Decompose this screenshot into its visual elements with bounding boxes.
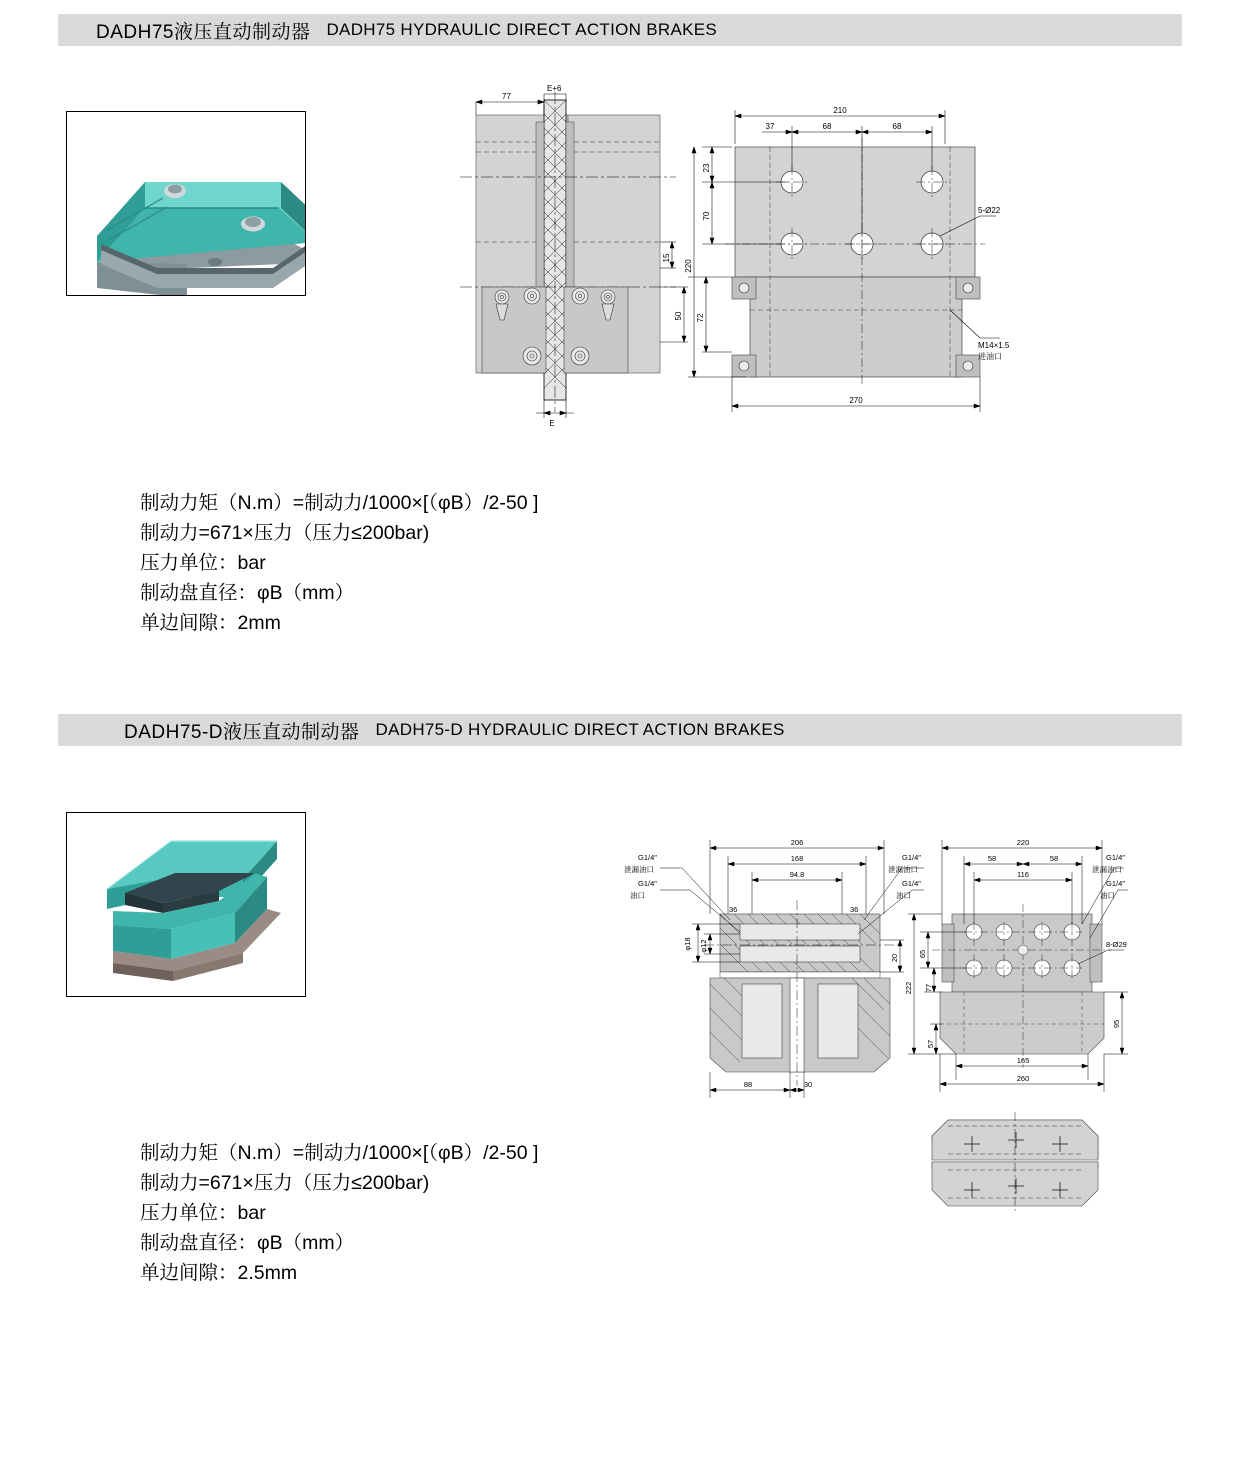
label-8-holes: 8-Ø29 [1106, 940, 1127, 949]
label-leak-port-thread-left: G1/4″ [638, 853, 657, 862]
label-leak-port-thread-right: G1/4″ [1106, 853, 1125, 862]
dim-165: 165 [1016, 1056, 1030, 1065]
label-5-holes: 5-Ø22 [978, 206, 1001, 215]
label-oil-port-left: 油口 [630, 891, 645, 900]
spec-line-3: 压力单位：bar [140, 1202, 266, 1224]
section-title-en: DADH75 HYDRAULIC DIRECT ACTION BRAKES [326, 20, 718, 39]
dim-23: 23 [702, 163, 711, 173]
dim-210: 210 [833, 106, 847, 115]
section-title-cn-2: DADH75-D液压直动制动器 [124, 721, 360, 743]
dim-36-b: 36 [850, 905, 859, 914]
technical-drawing-dadh75 [440, 82, 1020, 442]
dim-222: 222 [904, 981, 913, 995]
label-leak-port-mid: 泄漏油口 [888, 865, 918, 874]
dim-260: 260 [1016, 1074, 1030, 1083]
spec-line-2: 制动力=671×压力（压力≤200bar) [140, 1172, 430, 1194]
dim-36-a: 36 [729, 905, 738, 914]
dim-15: 15 [662, 253, 671, 263]
dim-95: 95 [1112, 1019, 1121, 1029]
dim-E-plus-6: E+6 [547, 84, 562, 93]
dim-57: 57 [926, 1039, 935, 1049]
dim-58-a: 58 [987, 854, 997, 863]
technical-drawing-dadh75d-svg [612, 828, 1132, 1288]
product-photo-dadh75d-image [67, 813, 305, 996]
dim-30: 30 [803, 1080, 813, 1089]
dim-220: 220 [684, 259, 693, 273]
dim-E: E [549, 419, 555, 428]
spec-line-1: 制动力矩（N.m）=制动力/1000×[（φB）/2-50 ] [140, 1142, 539, 1164]
spec-line-2: 制动力=671×压力（压力≤200bar) [140, 522, 430, 544]
technical-drawing-dadh75-svg [440, 82, 1020, 442]
label-leak-port-left: 泄漏油口 [624, 865, 654, 874]
label-port-thread: M14×1.5 [978, 341, 1010, 350]
dim-168: 168 [790, 854, 804, 863]
dim-77: 77 [502, 92, 511, 101]
label-oil-port-right: 油口 [1100, 891, 1115, 900]
dim-77: 77 [924, 983, 933, 993]
dim-65: 65 [918, 949, 927, 959]
section-header-dadh75d [58, 714, 1182, 746]
section-title-cn: DADH75液压直动制动器 [96, 21, 311, 43]
label-port-name: 进油口 [978, 352, 1002, 361]
product-photo-dadh75d [66, 812, 306, 997]
spec-line-1: 制动力矩（N.m）=制动力/1000×[（φB）/2-50 ] [140, 492, 539, 514]
dim-88: 88 [743, 1080, 753, 1089]
spec-line-3: 压力单位：bar [140, 552, 266, 574]
dia-18: φ18 [683, 937, 692, 951]
label-leak-port-thread-mid: G1/4″ [902, 853, 921, 862]
label-oil-port-mid: 油口 [896, 891, 911, 900]
spec-line-5: 单边间隙：2mm [140, 612, 281, 634]
dim-50: 50 [674, 311, 683, 321]
technical-drawing-dadh75d [612, 828, 1132, 1288]
label-leak-port-right: 泄漏油口 [1092, 865, 1122, 874]
label-oil-port-thread-right: G1/4″ [1106, 879, 1125, 888]
dim-68-b: 68 [892, 122, 902, 131]
spec-line-5: 单边间隙：2.5mm [140, 1262, 298, 1284]
product-photo-dadh75-image [67, 112, 305, 295]
section-title-en-2: DADH75-D HYDRAULIC DIRECT ACTION BRAKES [375, 720, 785, 739]
spec-line-4: 制动盘直径：φB（mm） [140, 1232, 355, 1254]
dim-70: 70 [702, 211, 711, 221]
dim-220-d: 220 [1016, 838, 1030, 847]
dim-37: 37 [765, 122, 775, 131]
dim-94-8: 94.8 [789, 870, 805, 879]
label-oil-port-thread-mid: G1/4″ [902, 879, 921, 888]
spec-line-4: 制动盘直径：φB（mm） [140, 582, 355, 604]
product-photo-dadh75 [66, 111, 306, 296]
dim-20: 20 [890, 953, 899, 963]
spec-block-dadh75d [140, 1138, 538, 1288]
dim-116: 116 [1017, 870, 1029, 879]
spec-block-dadh75 [140, 488, 538, 638]
dia-12: φ12 [699, 939, 708, 953]
section-header-dadh75 [58, 14, 1182, 46]
dim-68-a: 68 [822, 122, 832, 131]
dim-72: 72 [696, 313, 705, 323]
label-oil-port-thread-left: G1/4″ [638, 879, 657, 888]
dim-270: 270 [849, 396, 863, 405]
dim-206: 206 [790, 838, 804, 847]
dim-58-b: 58 [1049, 854, 1059, 863]
